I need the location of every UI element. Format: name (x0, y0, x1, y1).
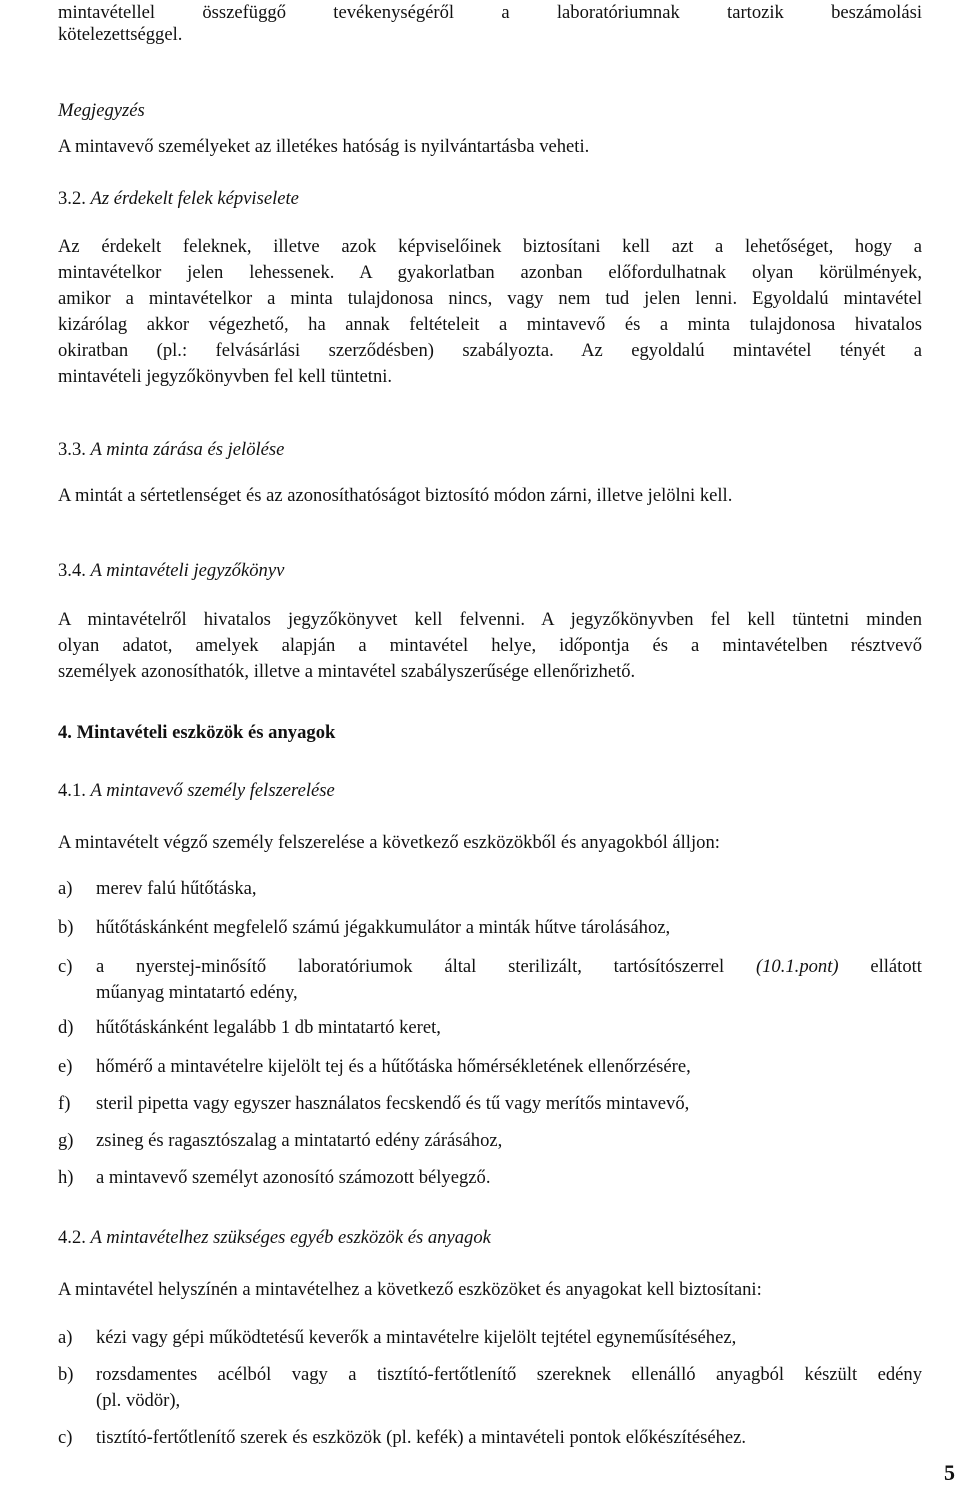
list-label: c) (58, 1427, 73, 1448)
list-text-end: ellátott (870, 956, 922, 977)
note-title: Megjegyzés (58, 100, 145, 121)
list-text-main: a nyerstej-minősítő laboratóriumok által sterilizált, tartósítószerrel (96, 956, 725, 977)
note-text: A mintavevő személyeket az illetékes hatóság is nyilvántartásba veheti. (58, 136, 590, 157)
section-number: 3.3. (58, 439, 86, 460)
s32-line-6: mintavételi jegyzőkönyvben fel kell tüntetni. (58, 366, 393, 387)
s32-line-4: kizárólag akkor végezhető, ha annak feltételeit a mintavevő és a minta tulajdonosa hivatalos (58, 314, 922, 335)
list-text-continuation: műanyag mintatartó edény, (96, 982, 298, 1003)
section-3-2-heading (58, 186, 922, 212)
section-3-3-heading (58, 437, 922, 463)
section-title: A mintavételi jegyzőkönyv (90, 560, 285, 581)
s41-intro: A mintavételt végző személy felszerelése a következő eszközökből és anyagokból álljon: (58, 832, 720, 853)
list-text: zsineg és ragasztószalag a mintatartó edény zárásához, (96, 1130, 503, 1151)
list-label: c) (58, 956, 73, 977)
list-label: b) (58, 917, 74, 938)
list-label: e) (58, 1056, 73, 1077)
list-text: rozsdamentes acélból vagy a tisztító-fertőtlenítő szereknek ellenálló anyagból készült edény (96, 1364, 922, 1385)
list-label: b) (58, 1364, 74, 1385)
section-title: A mintavételhez szükséges egyéb eszközök és anyagok (90, 1227, 491, 1248)
list-label: d) (58, 1017, 74, 1038)
list-text: hűtőtáskánként megfelelő számú jégakkumulátor a minták hűtve tárolásához, (96, 917, 671, 938)
page-number: 5 (944, 1460, 955, 1485)
s42-intro: A mintavétel helyszínén a mintavételhez a következő eszközöket és anyagokat kell biztosítani: (58, 1279, 762, 1300)
intro-line-1: mintavétellel összefüggő tevékenységéről a laboratóriumnak tartozik beszámolási (58, 2, 922, 23)
list-text: a mintavevő személyt azonosító számozott bélyegző. (96, 1167, 491, 1188)
list-text (96, 954, 922, 980)
s32-line-1: Az érdekelt feleknek, illetve azok képviselőinek biztosítani kell azt a lehetőséget, hogy a (58, 236, 922, 257)
section-title: A minta zárása és jelölése (90, 439, 285, 460)
section-title: Az érdekelt felek képviselete (90, 188, 299, 209)
s34-line-1: A mintavételről hivatalos jegyzőkönyvet kell felvenni. A jegyzőkönyvben fel kell tüntetni minden (58, 609, 922, 630)
list-label: f) (58, 1093, 71, 1114)
section-number: 4.1. (58, 780, 86, 801)
s34-line-2: olyan adatot, amelyek alapján a mintavétel helye, időpontja és a mintavételben résztvevő (58, 635, 922, 656)
s32-line-5: okiratban (pl.: felvásárlási szerződésben) szabályozta. Az egyoldalú mintavétel tényét a (58, 340, 922, 361)
section-number: 4.2. (58, 1227, 86, 1248)
s34-line-3: személyek azonosíthatók, illetve a mintavétel szabályszerűsége ellenőrizhető. (58, 661, 636, 682)
section-4-1-heading (58, 778, 922, 804)
list-label: a) (58, 878, 73, 899)
section-number: 3.4. (58, 560, 86, 581)
list-text: kézi vagy gépi működtetésű keverők a mintavételre kijelölt tejtétel egyneműsítéséhez, (96, 1327, 737, 1348)
list-text: hőmérő a mintavételre kijelölt tej és a hűtőtáska hőmérsékletének ellenőrzésére, (96, 1056, 691, 1077)
list-text: tisztító-fertőtlenítő szerek és eszközök (pl. kefék) a mintavételi pontok előkészítéséhez. (96, 1427, 747, 1448)
s32-line-2: mintavételkor jelen lehessenek. A gyakorlatban azonban előfordulhatnak olyan körülmények, (58, 262, 922, 283)
section-4-2-heading (58, 1225, 922, 1251)
intro-line-2: kötelezettséggel. (58, 24, 183, 45)
list-text: steril pipetta vagy egyszer használatos fecskendő és tű vagy merítős mintavevő, (96, 1093, 690, 1114)
list-label: a) (58, 1327, 73, 1348)
list-label: g) (58, 1130, 74, 1151)
list-label: h) (58, 1167, 74, 1188)
list-text: hűtőtáskánként legalább 1 db mintatartó keret, (96, 1017, 441, 1038)
s32-line-3: amikor a mintavételkor a minta tulajdonosa nincs, vagy nem tud jelen lenni. Egyoldalú mintavétel (58, 288, 922, 309)
section-title: A mintavevő személy felszerelése (90, 780, 335, 801)
s33-text: A mintát a sértetlenséget és az azonosíthatóságot biztosító módon zárni, illetve jelölni kell. (58, 485, 733, 506)
section-number: 3.2. (58, 188, 86, 209)
section-3-4-heading (58, 558, 922, 584)
list-text: merev falú hűtőtáska, (96, 878, 257, 899)
chapter-4-heading: 4. Mintavételi eszközök és anyagok (58, 722, 336, 743)
list-text-reference: (10.1.pont) (755, 956, 839, 977)
list-text-continuation: (pl. vödör), (96, 1390, 181, 1411)
